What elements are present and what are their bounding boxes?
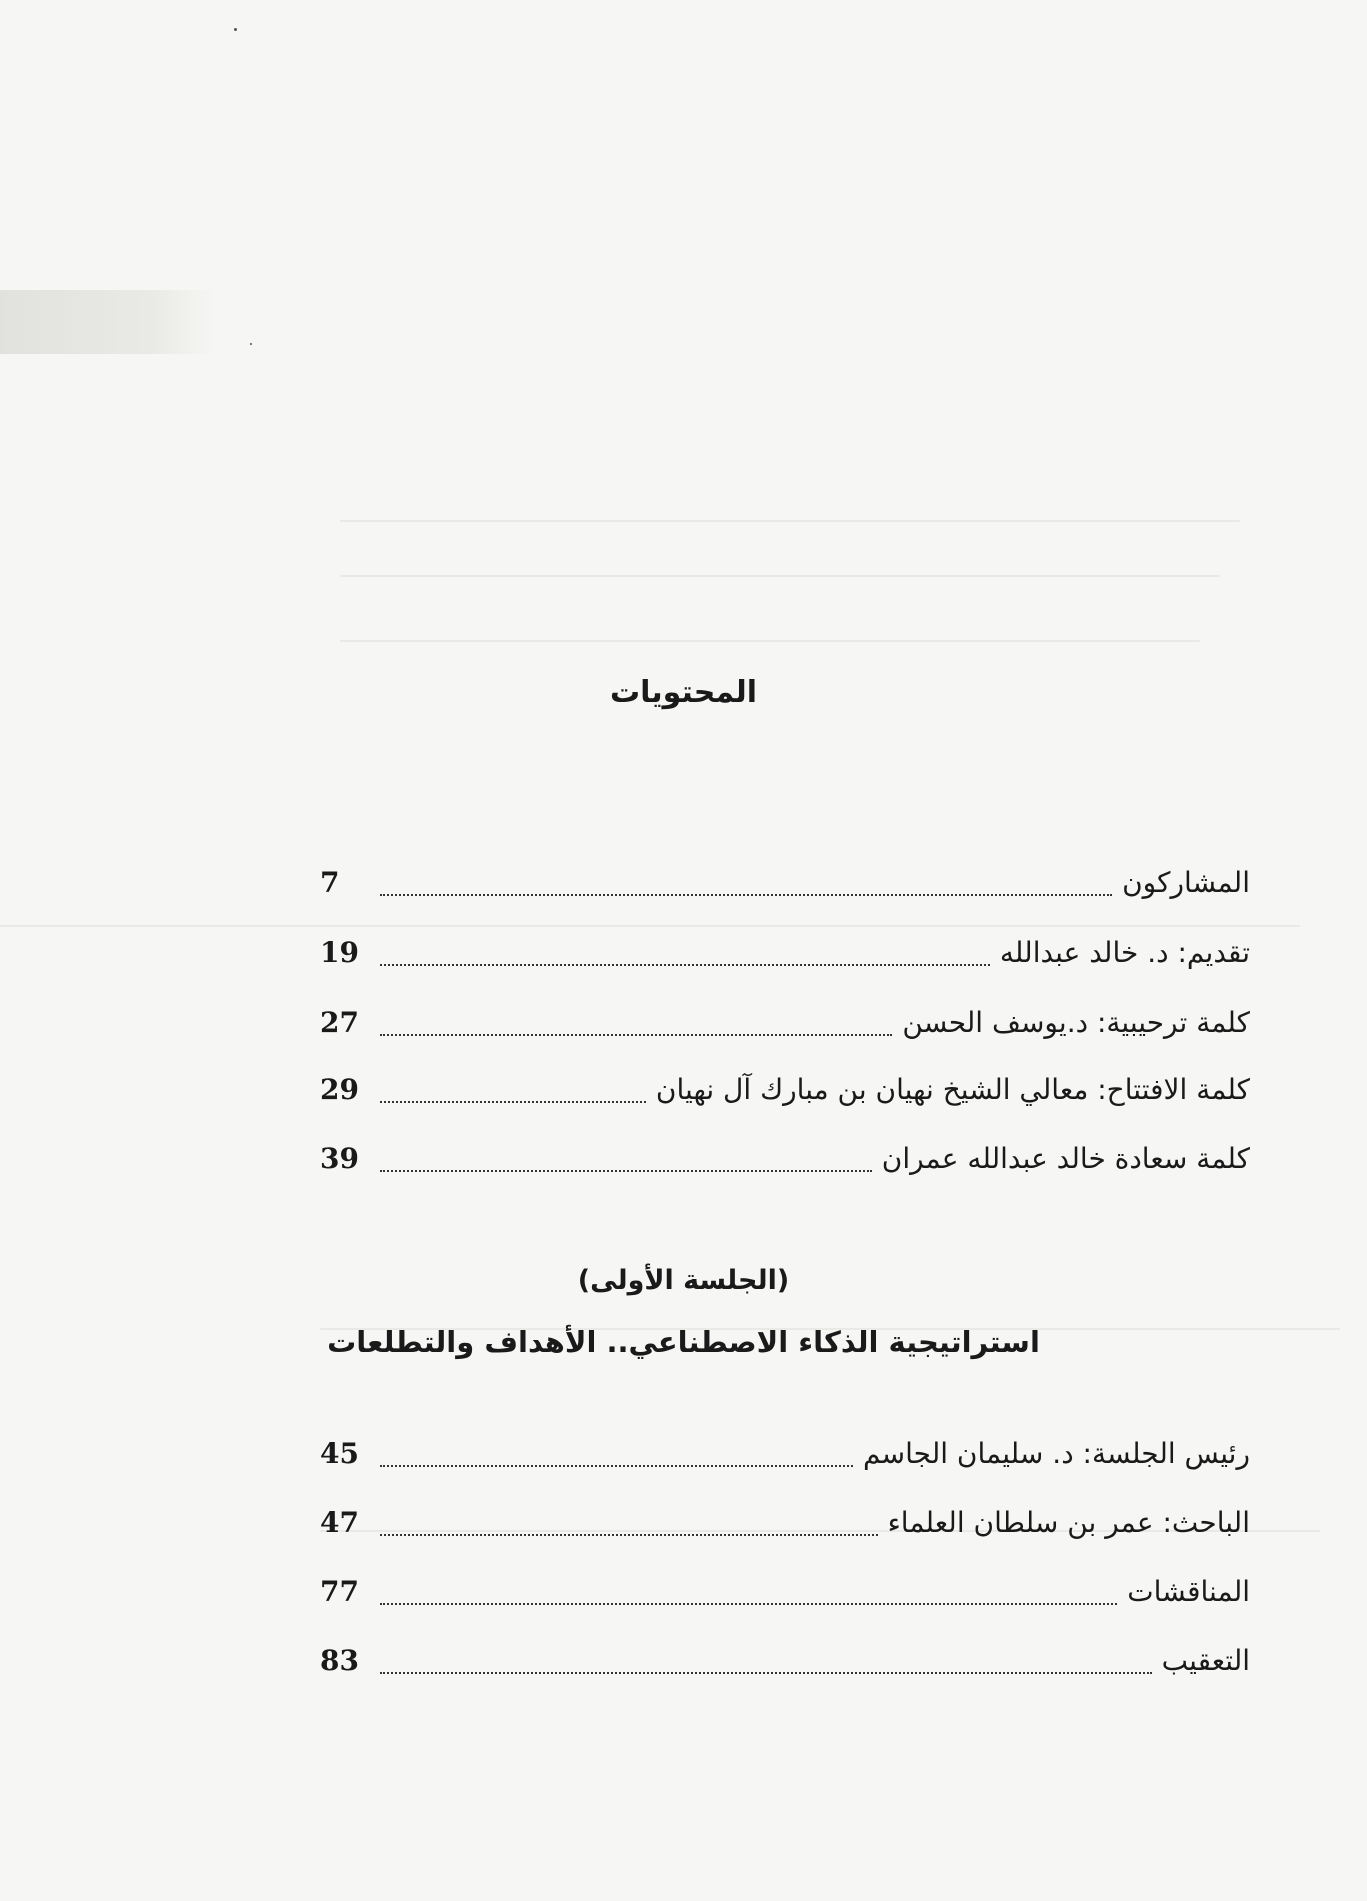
- toc-page-number: 7: [320, 866, 340, 899]
- toc-entry-label: المناقشات: [1127, 1575, 1250, 1608]
- toc-entry: [320, 1437, 1250, 1477]
- toc-entry-label: كلمة الافتتاح: معالي الشيخ نهيان بن مبارك آل نهيان: [655, 1073, 1250, 1106]
- toc-entry: [320, 1506, 1250, 1546]
- toc-entry: [320, 1073, 1250, 1113]
- dot-leader: [380, 1033, 892, 1036]
- toc-entry-label: الباحث: عمر بن سلطان العلماء: [887, 1506, 1250, 1539]
- dot-leader: [380, 963, 990, 966]
- toc-page-number: 47: [320, 1506, 359, 1539]
- toc-entry-label: تقديم: د. خالد عبدالله: [999, 936, 1250, 969]
- toc-page-number: 27: [320, 1006, 359, 1039]
- toc-page-number: 77: [320, 1575, 359, 1608]
- toc-entry-label: التعقيب: [1161, 1644, 1250, 1677]
- toc-entry-label: كلمة ترحيبية: د.يوسف الحسن: [902, 1006, 1250, 1039]
- toc-entry: [320, 866, 1250, 906]
- dot-leader: [380, 1671, 1152, 1674]
- show-through-line: [340, 640, 1200, 642]
- toc-entry: [320, 1575, 1250, 1615]
- page-title: المحتويات: [609, 675, 757, 710]
- dot-leader: [380, 1464, 853, 1467]
- dot-leader: [380, 1100, 646, 1103]
- dot-leader: [380, 893, 1112, 896]
- toc-entry: [320, 1644, 1250, 1684]
- toc-page-number: 83: [320, 1644, 359, 1677]
- toc-entry: [320, 936, 1250, 976]
- toc-entry-label: كلمة سعادة خالد عبدالله عمران: [881, 1142, 1250, 1175]
- toc-page-number: 39: [320, 1142, 359, 1175]
- toc-entry: [320, 1006, 1250, 1046]
- toc-entry-label: رئيس الجلسة: د. سليمان الجاسم: [863, 1437, 1250, 1470]
- toc-page-number: 29: [320, 1073, 359, 1106]
- dot-leader: [380, 1169, 872, 1172]
- show-through-line: [340, 575, 1220, 577]
- dot-leader: [380, 1602, 1117, 1605]
- scan-smudge: [0, 290, 215, 354]
- dot-leader: [380, 1533, 878, 1536]
- scan-speck: [234, 28, 237, 31]
- toc-page-number: 19: [320, 936, 359, 969]
- session-label: (الجلسة الأولى): [577, 1265, 790, 1296]
- show-through-line: [340, 520, 1240, 522]
- show-through-line: [0, 925, 1300, 927]
- toc-page-number: 45: [320, 1437, 359, 1470]
- session-title: استراتيجية الذكاء الاصطناعي.. الأهداف والتطلعات: [327, 1325, 1040, 1359]
- toc-entry-label: المشاركون: [1122, 866, 1250, 899]
- scan-speck: [250, 343, 252, 345]
- toc-entry: [320, 1142, 1250, 1182]
